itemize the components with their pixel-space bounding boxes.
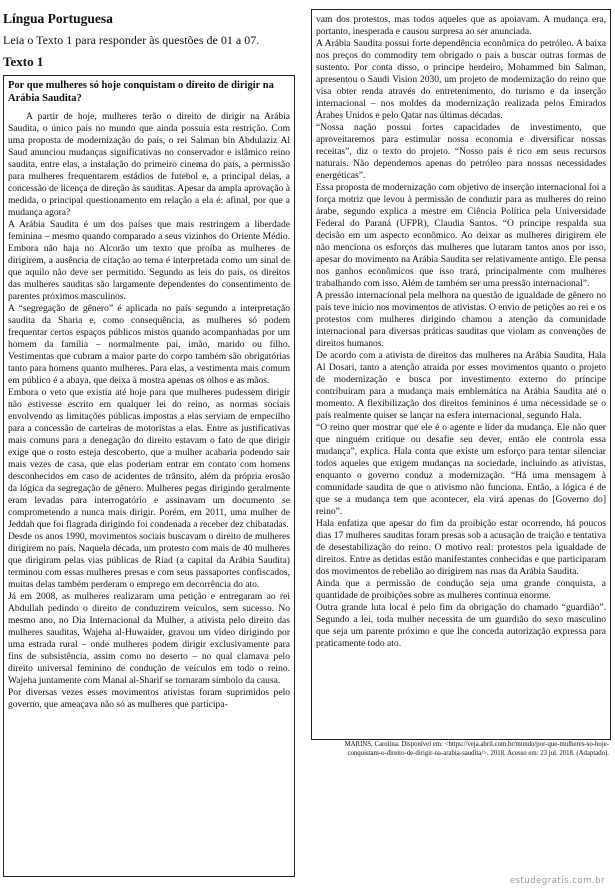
article-paragraph: De acordo com a ativista de direitos das mulheres na Arábia Saudita, Hala Al Dosari, tanto a atenção atraída por esses movimentos quanto o projeto de modernização e busca por investimento externo do príncipe contribuíram para a mudança mais emblemática na Arábia Saudita até o momento. A flexibilização dos direitos femininos é uma necessidade se o país realmente quiser se lançar na esfera internacional, segundo Hala. [316,350,606,421]
article-paragraph: Essa proposta de modernização com objetivo de inserção internacional foi a força motriz que levou à permissão de conduzir para as mulheres do reino árabe, segundo explica a mestre em Ciência Política pela Universidade Federal do Paraná (UFPR), Claudia Santos. “O príncipe respalda sua decisão em um aspecto econômico. Ao deixar as mulheres dirigirem ele não menciona os esforços das mulheres que lutaram tantos anos por isso, apesar do movimento na Arábia Saudita ser relativamente antigo. Ele pensa nos ganhos econômicos que isso trará, principalmente com mulheres trabalhando com isso. Além de também ser uma pressão internacional”. [316,182,607,289]
page-subject-heading: Língua Portuguesa [3,11,113,26]
article-paragraph: Por diversas vezes esses movimentos ativistas foram suprimidos pelo governo, que ameaçava não só as mulheres que participa- [8,687,290,710]
text-label: Texto 1 [3,54,44,69]
article-right-column [311,9,611,740]
article-paragraph: Embora o veto que existia até hoje para que mulheres pudessem dirigir não estivesse escrito em qualquer lei do reino, as normas sociais envolvendo as limitações públicas impostas a elas serviam de empecilho para a concessão de carteiras de motoristas a elas. Entre as justificativas mais comuns para a denegação do direito estavam o fato de que dirigir exige que o rosto esteja descoberto, que a mulher acabaria podendo sair mais vezes de casa, que elas poderiam entrar em contato com homens desconhecidos em caso de acidentes de trânsito, além da própria erosão da lógica da segregação de gênero. Mulheres pegas dirigindo geralmente eram levadas para interrogatório e assinavam um documento se comprometendo a nunca mais dirigir. Porém, em 2011, uma mulher de Jeddah que foi flagrada dirigindo foi condenada a receber dez chibatadas. [8,387,290,530]
article-paragraph: Hala enfatiza que apesar do fim da proibição estar ocorrendo, há poucos dias 17 mulheres sauditas foram presas sob a acusação de traição e tentativa de desestabilização do reino. O motivo real: protestos pela igualdade de direitos. Entre as detidas estão manifestantes conhecidas e que participaram dos movimentos de rebelião ao dirigirem nas ruas da Arábia Saudita. [316,518,607,577]
article-paragraph: A partir de hoje, mulheres terão o direito de dirigir na Arábia Saudita, o único país no mundo que ainda possuía esta restrição. Com uma proposta de modernização do país, o rei Salman bin Abdulaziz Al Saud anunciou mudanças significativas no conservador e islâmico reino saudita, entre elas, a instalação do primeiro cinema do país, a permissão para mulheres frequentarem estádios de futebol e, a principal delas, a concessão de licença de direção às sauditas. Apesar da ampla aprovação à medida, o principal questionamento em relação a ela é: afinal, por que a mudança agora? [8,111,290,218]
article-paragraph: vam dos protestos, mas todos aqueles que as apoiavam. A mudança era, portanto, inesperada e causou surpresa ao ser anunciada. [316,14,606,37]
article-title: Por que mulheres só hoje conquistam o direito de dirigir na Arábia Saudita? [8,80,274,104]
left-paragraphs [4,111,294,711]
article-paragraph: Desde os anos 1990, movimentos sociais buscavam o direito de mulheres dirigirem no país. Naquela década, um protesto com mais de 40 mulheres que dirigiram pelas vias públicas de Riad (a capital da Arábia Saudita) terminou com essas mulheres presas e com seus passaportes confiscados, muitas delas também perderam o emprego em decorrência do ato. [8,531,290,590]
article-paragraph: A pressão internacional pela melhora na questão de igualdade de gênero no país teve início nos movimentos de ativistas. O envio de petições ao rei e os protestos com mulheres dirigindo chamou a atenção da comunidade internacional para diversas práticas sauditas que violam as convenções de direitos humanos. [316,290,606,349]
site-watermark: estudegratis.com.br [509,876,605,886]
article-paragraph: Outra grande luta local é pelo fim da obrigação do chamado “guardião”. Segundo a lei, toda mulher necessita de um guardião do sexo masculino que seja um parente próximo e que lhe conceda autorização expressa para praticamente todo ato. [316,602,606,649]
article-paragraph: A Arábia Saudita possui forte dependência econômica do petróleo. A baixa nos preços do commodity tem obrigado o país a buscar outras formas de sustento. Por conta disso, o príncipe herdeiro, Mohammed bin Salman, apresentou o Saudi Vision 2030, um projeto de modernização do reino que visa obter renda através do entretenimento, do turismo e da inserção internacional – nos moldes da modernização realizada pelos Emirados Árabes Unidos e pelo Qatar nas últimas décadas. [316,38,606,121]
article-source-citation: MARINS, Carolina. Disponível em: <https://veja.abril.com.br/mundo/por-que-mulheres-so-hoje-conquistam-o-direito-de-dirigir-na-arabia-saudita/>. 2018. Acesso em: 23 jul. 2018. (Adaptado). [344,741,609,757]
article-paragraph: “O reino quer mostrar que ele é o agente e líder da mudança. Ele não quer que ninguém critique ou desafie seu dever, então ele controla essa mudança”, explica. Hala conta que existe um esforço para tentar silenciar todos aqueles que exigem mudanças na sociedade, incluindo as ativistas, enquanto o governo conduz a modernização. “Há uma mensagem à comunidade saudita de que o ativismo não funciona. Então, a lógica é de que se a mudança tem que acontecer, ela virá apenas do [Governo do] reino”. [316,422,606,517]
article-paragraph: “Nossa nação possui fortes capacidades de investimento, que aproveitaremos para estimular nossa economia e diversificar nossas receitas”, diz o texto do projeto. “Nosso país é rico em seus recursos naturais. Não dependemos apenas do petróleo para nossas necessidades energéticas”. [316,122,606,181]
article-paragraph: A “segregação de gênero” é aplicada no país segundo a interpretação saudita da Sharia e, como consequência, as mulheres só podem frequentar certos espaços públicos mistos quando acompanhadas por um homem da família – normalmente pai, imão, marido ou filho. Vestimentas que cubram a maior parte do corpo também são obrigatórias tanto para homens quanto mulheres. Para elas, a vestimenta mais comum em público é a abaya, que deixa à mostra apenas os olhos e as mãos. [8,303,290,386]
article-left-column [3,75,295,877]
article-paragraph: Já em 2008, as mulheres realizaram uma petição e entregaram ao rei Abdullah pedindo o direito de conduzirem veículos, sem sucesso. No mesmo ano, no Dia Internacional da Mulher, a ativista pelo direito das mulheres sauditas, Wajeha al-Huwaider, gravou um vídeo dirigindo por uma estrada rural – onde mulheres podem dirigir exclusivamente para fins de subsistência, assim como no deserto – no qual clamava pelo direito universal feminino de condução de veículos em todo o reino. Wajeha juntamente com Manal al-Sharif se tornaram símbolo da causa. [8,591,290,686]
reading-instruction: Leia o Texto 1 para responder às questões de 01 a 07. [3,33,260,47]
right-paragraphs [312,10,610,650]
article-paragraph: A Arábia Saudita é um dos países que mais restringem a liberdade feminina – mesmo quando comparado a seus vizinhos do Oriente Médio. Embora não haja no Alcorão um texto que proíba as mulheres de dirigirem, a ausência de citação ao tema é interpretada como um sinal de que aquilo não deve ser permitido. Segundo as leis do país, os direitos das mulheres sauditas são largamente dependentes do consentimento de parentes próximos masculinos. [8,219,290,302]
article-paragraph: Ainda que a permissão de condução seja uma grande conquista, a quantidade de proibições sobre as mulheres continua enorme. [316,578,606,601]
